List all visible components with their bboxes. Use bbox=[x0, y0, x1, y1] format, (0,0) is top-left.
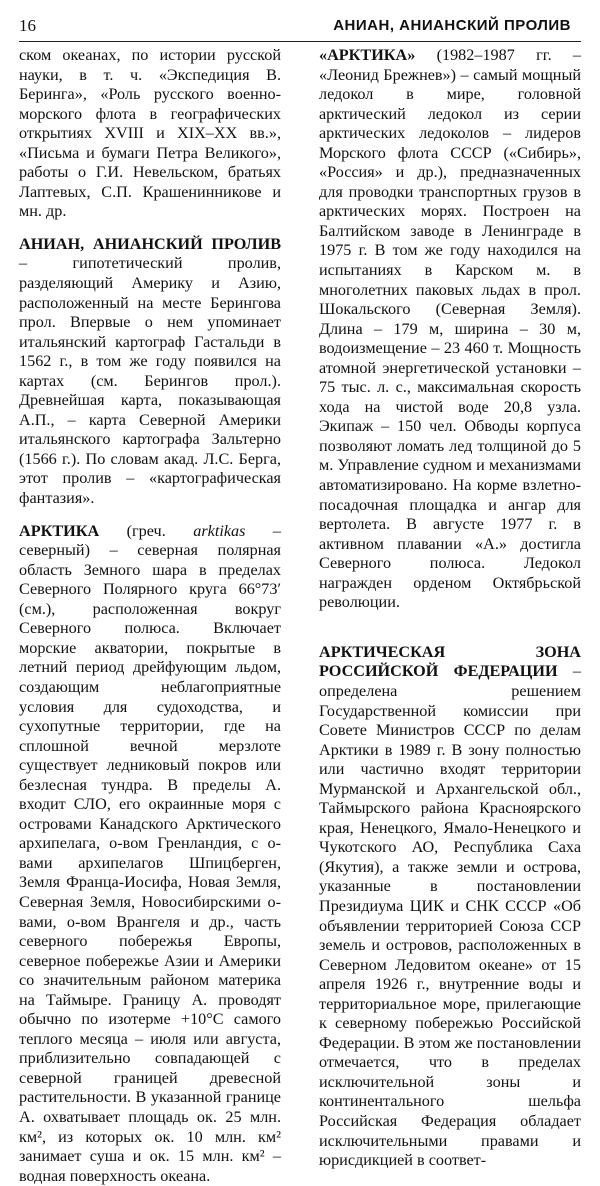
entry-title: АРКТИКА bbox=[19, 521, 100, 540]
entry-text: – определена решением Государственной комиссии при Совете Министров СССР по делам Арктики в 1989 г. В зону полностью или частично входят территории Мурманской и Архангельской обл., Таймырского района Красноярского края, Ненецкого, Ямало-Ненецкого и Чукотского АО, Республика Саха (Якутия), а также земли и острова, указанные в постановлении Президиума ЦИК и СНК СССР «Об объявлении территорией Союза ССР земель и островов, расположенных в Северном Ледовитом океане» от 15 апреля 1926 г., внутренние воды и территориальное море, прилегающие к северному побережью Российской Федерации. В этом же постановлении отмечается, что в пределах исключительной зоны и континентального шельфа Российская Федерация обладает исключительными правами и юрисдикцией в соответ- bbox=[319, 662, 582, 1170]
entry-anian bbox=[19, 235, 281, 509]
entry-text: – северный) – северная полярная область Земного шара в пределах Северного Полярного круга 66°73′ (см.), расположенная вокруг Северного полюса. Включает морские акватории, покрытые в летний период дрейфующим льдом, создающим неблагоприятные условия для судоходства, и сухопутные территории, где на сплошной вечной мерзлоте существует ледниковый покров или безлесная тундра. В пределы А. входит СЛО, его окраинные моря с островами Канадского Арктического архипелага, о-вом Гренландия, с о-вами архипелагов Шпицберген, Земля Франца-Иосифа, Новая Земля, Северная Земля, Новосибирскими о-вами, о-вом Врангеля и др., часть северного побережья Европы, северное побережье Азии и Америки со значительным районом материка на Таймыре. Границу А. проводят обычно по изотерме +10°С самого теплого месяца – июля или августа, приблизительно совпадающей с северной границей древесной растительности. В указанной границе А. охватывает площадь ок. 25 млн. км², из которых ок. 10 млн. км² занимает суша и ок. 15 млн. км² – водная поверхность океана. bbox=[19, 521, 282, 1185]
header-rule bbox=[19, 41, 581, 42]
page-header bbox=[19, 10, 581, 40]
entry-title: АРКТИЧЕСКАЯ ЗОНА РОССИЙСКОЙ ФЕДЕРАЦИИ bbox=[319, 642, 581, 681]
continued-paragraph: ском океанах, по истории русской науки, в т. ч. «Экспедиция В. Беринга», «Роль русского военно-морского флота в географических открытиях XVIII и XIX–XX вв.», «Письма и бумаги Петра Великого», работы о Г.И. Невельском, братьях Лаптевых, С.П. Крашенинникове и мн. др. bbox=[19, 46, 281, 221]
running-head: АНИАН, АНИАНСКИЙ ПРОЛИВ bbox=[333, 17, 571, 34]
entry-arktika bbox=[19, 522, 281, 1186]
greek-term: arktikas bbox=[193, 521, 246, 540]
entry-text: – гипотетический пролив, разделяющий Америку и Азию, расположенный на месте Берингова прол. Впервые о нем упоминает итальянский картограф Гастальди в 1562 г., в том же году появился на картах (см. Берингов прол.). Древнейшая карта, показывающая А.П., – карта Северной Америки итальянского картографа Зальтерно (1566 г.). По словам акад. Л.С. Берга, этот пролив – «картографическая фантазия». bbox=[19, 254, 281, 508]
entry-title: АНИАН, АНИАНСКИЙ ПРОЛИВ bbox=[19, 234, 281, 253]
page-number: 16 bbox=[19, 16, 36, 35]
entry-title: «АРКТИКА» bbox=[319, 46, 416, 64]
entry-arctic-zone bbox=[319, 643, 581, 1171]
left-column bbox=[19, 46, 281, 1186]
entry-text: (греч. bbox=[99, 521, 194, 540]
entry-icebreaker-arktika bbox=[319, 46, 581, 613]
entry-text: (1982–1987 гг. – «Леонид Брежнев») – самый мощный ледокол в мире, головной арктический ледокол из серии арктических ледоколов – лидеров Морского флота СССР («Сибирь», «Россия» и др.), предназначенных для проводки транспортных грузов в арктических морях. Построен на Балтийском заводе в Ленинграде в 1975 г. В том же году находился на испытаниях в Карском м. в многолетних паковых льдах в прол. Шокальского (Северная Земля). Длина – 179 м, ширина – 30 м, водоизмещение – 23 460 т. Мощность атомной энергетической установки – 75 тыс. л. с., максимальная скорость хода на чистой воде 20,8 узла. Экипаж – 150 чел. Обводы корпуса позволяют ломать лед толщиной до 5 м. Управление судном и механизмами автоматизировано. На корме взлетно-посадочная площадка и ангар для вертолета. В августе 1977 г. в активном плавании «А.» достигла Северного полюса. Ледокол награжден орденом Октябрьской революции. bbox=[319, 46, 581, 612]
right-column bbox=[319, 46, 581, 1171]
